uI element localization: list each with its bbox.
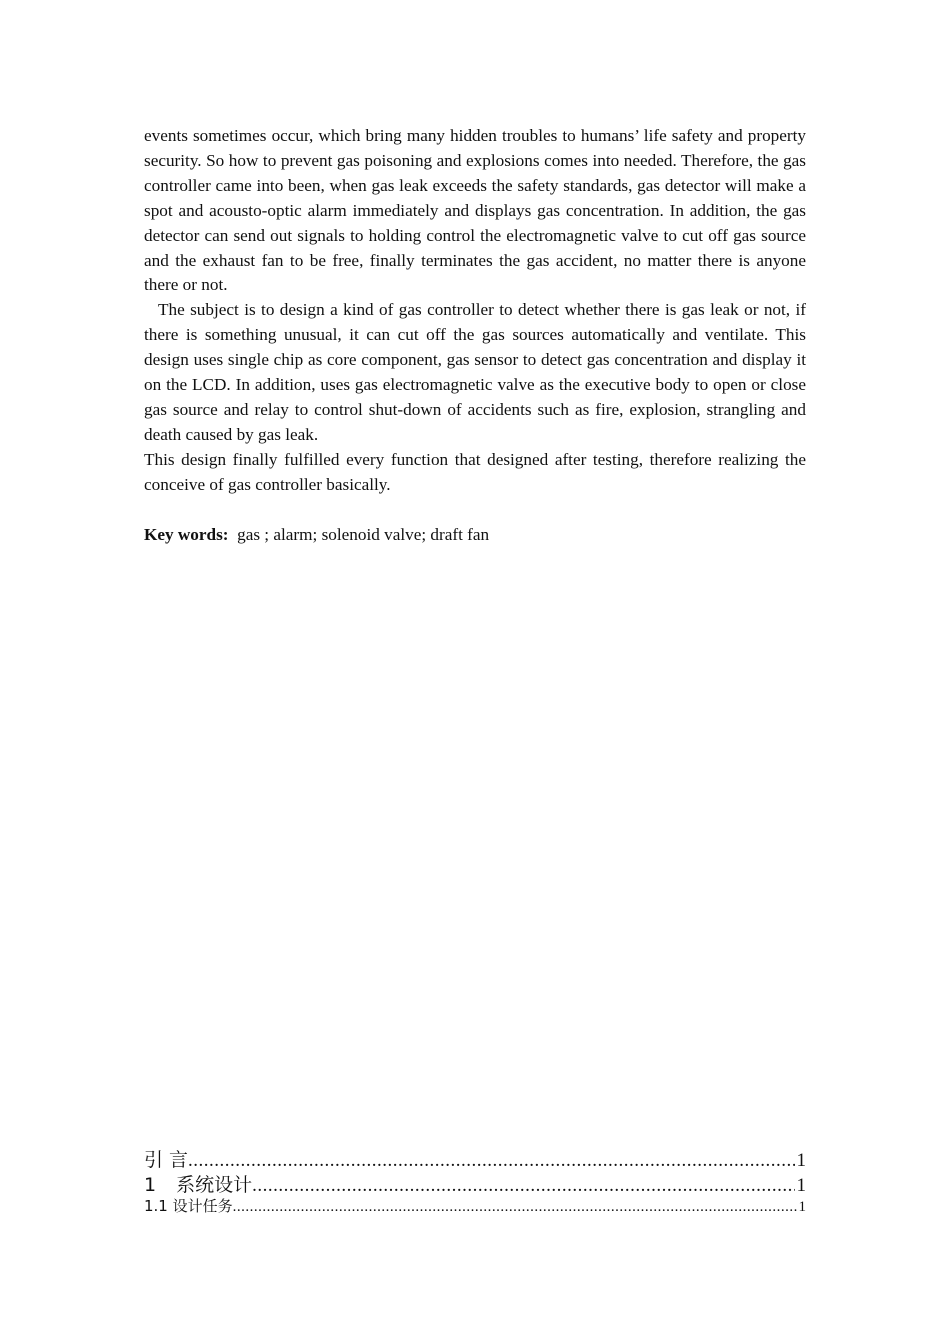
toc-entry-title: 引 言 [144,1149,189,1170]
toc-leader-dots [233,1199,797,1216]
abstract-paragraph-2: The subject is to design a kind of gas controller to detect whether there is gas leak or not, if there is something unusual, it can cut off the gas sources automatically and ventilate. This design uses single chip as core component, gas sensor to detect gas concentration and display it on the LCD. In addition, uses gas electromagnetic valve as the executive body to open or close gas source and relay to control shut-down of accidents such as fire, explosion, strangling and death caused by gas leak. [144,300,806,444]
keywords-value: gas ; alarm; solenoid valve; draft fan [237,525,490,544]
toc-entry-page: 1 [796,1175,806,1195]
toc-entry-title: 系统设计 [176,1174,253,1195]
toc-entry-page: 1 [796,1150,806,1170]
toc-entry-system-design[interactable] [144,1170,806,1195]
abstract-paragraph-1: events sometimes occur, which bring many hidden troubles to humans’ life safety and property security. So how to prevent gas poisoning and explosions comes into needed. Therefore, the gas controller came into been, when gas leak exceeds the safety standards, gas detector will make a spot and acousto-optic alarm immediately and displays gas concentration. In addition, the gas detector can send out signals to holding control the electromagnetic valve to cut off gas source and the exhaust fan to be free, finally terminates the gas accident, no matter there is anyone there or not. [144,126,806,295]
toc-leader-dots [188,1150,794,1170]
toc-leader-dots [252,1175,794,1195]
table-of-contents [144,1145,806,1217]
abstract-paragraph-3: This design finally fulfilled every function that designed after testing, therefore realizing the conceive of gas controller basically. [144,449,806,494]
keywords-line [144,523,806,548]
keywords-label: Key words: [144,525,229,544]
english-abstract [144,124,806,498]
toc-entry-title: 1.1 设计任务 [144,1197,233,1215]
toc-entry-page: 1 [798,1199,806,1215]
toc-entry-introduction[interactable] [144,1145,806,1170]
toc-entry-design-task[interactable] [144,1195,806,1217]
toc-entry-number: 1 [144,1174,157,1195]
